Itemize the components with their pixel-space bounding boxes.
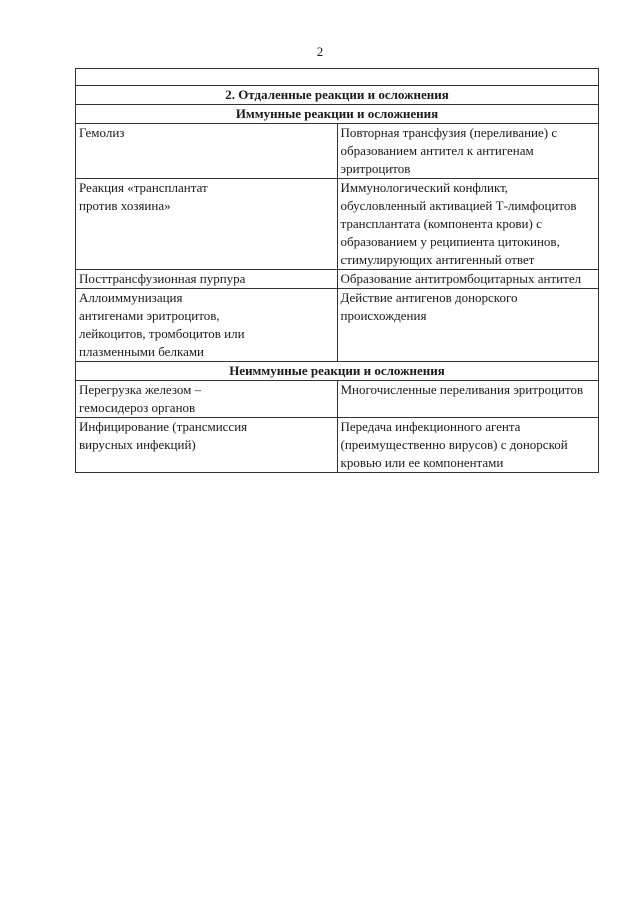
cell-line: Многочисленные переливания эритроцитов <box>340 382 584 397</box>
cell-line: образованием антител к антигенам <box>340 143 534 158</box>
reaction-name-cell <box>76 418 338 473</box>
group-title-row <box>76 105 599 124</box>
section-title: 2. Отдаленные реакции и осложнения <box>76 86 599 105</box>
section-title-row <box>76 86 599 105</box>
cell-line: Гемолиз <box>79 125 125 140</box>
cell-line: происхождения <box>340 308 427 323</box>
cell-line: Действие антигенов донорского <box>340 290 518 305</box>
reaction-description-cell <box>337 418 599 473</box>
cell-line: Повторная трансфузия (переливание) с <box>340 125 558 140</box>
table-row <box>76 179 599 270</box>
reaction-name-cell <box>76 179 338 270</box>
cell-line: эритроцитов <box>340 161 411 176</box>
reaction-description-cell <box>337 270 599 289</box>
reaction-description-cell <box>337 381 599 418</box>
table-row <box>76 124 599 179</box>
cell-line: Перегрузка железом – <box>79 382 202 397</box>
cell-line: Аллоиммунизация <box>79 290 183 305</box>
reaction-description-cell <box>337 124 599 179</box>
table-row <box>76 270 599 289</box>
table-row <box>76 418 599 473</box>
table-row <box>76 289 599 362</box>
table-body <box>76 69 599 473</box>
spacer-row <box>76 69 599 86</box>
cell-line: трансплантата (компонента крови) с <box>340 216 542 231</box>
cell-line: против хозяина» <box>79 198 171 213</box>
cell-line: Образование антитромбоцитарных антител <box>340 271 582 286</box>
cell-line: Реакция «трансплантат <box>79 180 208 195</box>
cell-line: Посттрансфузионная пурпура <box>79 271 246 286</box>
group-title: Неиммунные реакции и осложнения <box>76 362 599 381</box>
group-title: Иммунные реакции и осложнения <box>76 105 599 124</box>
cell-line: Инфицирование (трансмиссия <box>79 419 248 434</box>
reaction-name-cell <box>76 289 338 362</box>
cell-line: образованием у реципиента цитокинов, <box>340 234 560 249</box>
cell-line: гемосидероз органов <box>79 400 196 415</box>
cell-line: вирусных инфекций) <box>79 437 196 452</box>
reaction-name-cell <box>76 124 338 179</box>
page-number: 2 <box>316 44 324 59</box>
cell-line: Иммунологический конфликт, <box>340 180 509 195</box>
table-row <box>76 381 599 418</box>
reaction-description-cell <box>337 179 599 270</box>
cell-line: лейкоцитов, тромбоцитов или <box>79 326 245 341</box>
reaction-description-cell <box>337 289 599 362</box>
cell-line: кровью или ее компонентами <box>340 455 504 470</box>
cell-line: обусловленный активацией Т-лимфоцитов <box>340 198 577 213</box>
reactions-table <box>75 68 599 473</box>
cell-line: стимулирующих антигенный ответ <box>340 252 535 267</box>
cell-line: антигенами эритроцитов, <box>79 308 220 323</box>
cell-line: Передача инфекционного агента <box>340 419 521 434</box>
cell-line: (преимущественно вирусов) с донорской <box>340 437 568 452</box>
reaction-name-cell <box>76 270 338 289</box>
cell-line: плазменными белками <box>79 344 205 359</box>
group-title-row <box>76 362 599 381</box>
reaction-name-cell <box>76 381 338 418</box>
